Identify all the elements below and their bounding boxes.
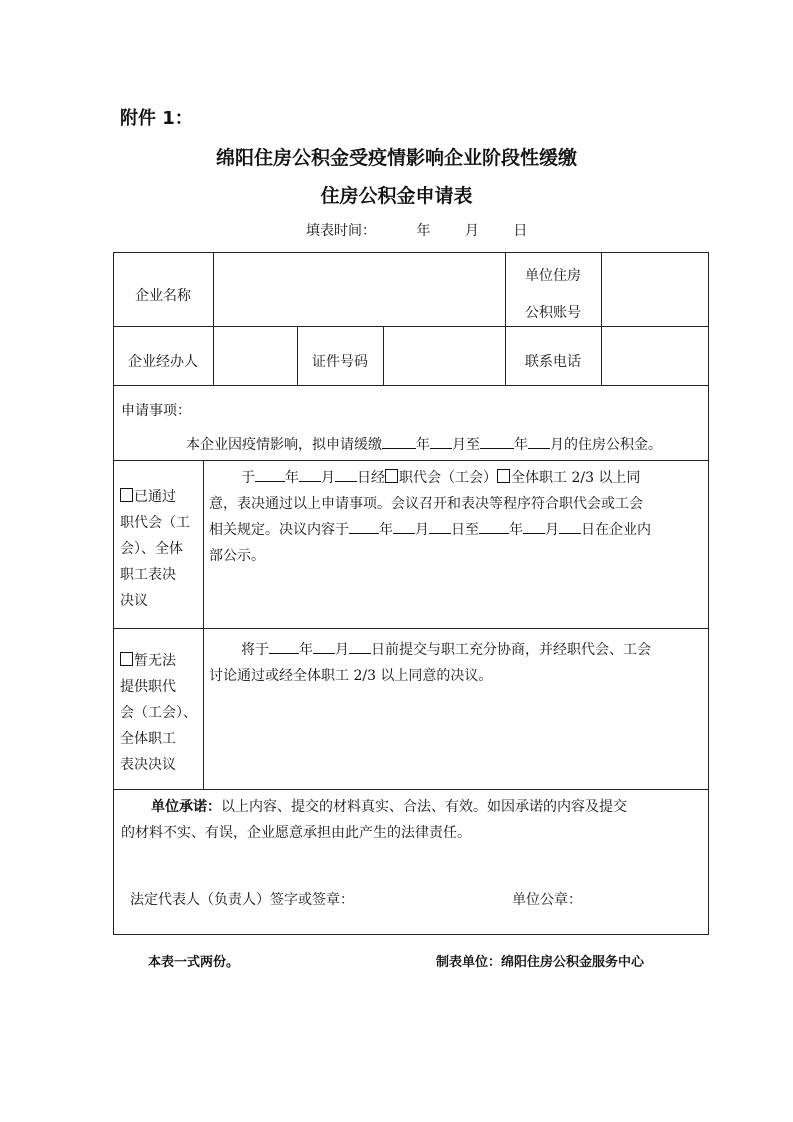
pending-label-line: 会（工会）、 [120, 705, 197, 721]
fill-date-year[interactable]: 年 [416, 223, 431, 239]
passed-checkbox-row[interactable] [120, 484, 204, 510]
col-divider [383, 326, 384, 385]
publicity-start-month-blank[interactable] [393, 519, 415, 534]
handler-label: 企业经办人 [128, 354, 198, 370]
publicity-start-day-blank[interactable] [429, 519, 451, 534]
form-maker: 制表单位：绵阳住房公积金服务中心 [436, 955, 645, 970]
start-month-blank[interactable] [430, 434, 452, 449]
form-title-line2: 住房公积金申请表 [320, 185, 473, 207]
passed-checkbox[interactable] [120, 488, 133, 502]
passed-section-body [209, 465, 705, 569]
passed-label-line: 职工表决 [120, 567, 176, 583]
passed-option1: 职代会（工会） [399, 470, 497, 486]
publicity-end-day-blank[interactable] [559, 519, 581, 534]
pending-label-line: 表决决议 [120, 757, 176, 773]
passed-line3-a: 相关规定。决议内容于 [209, 522, 349, 538]
pending-section-label [120, 648, 204, 778]
fill-date-label: 填表时间： [306, 223, 376, 239]
passed-line3-year2: 年 [509, 522, 523, 538]
passed-line3-year1: 年 [379, 522, 393, 538]
pending-section-body [209, 637, 705, 689]
submit-year-blank[interactable] [269, 639, 299, 654]
passed-label-line: 职代会（工 [120, 515, 190, 531]
meeting-day-blank[interactable] [335, 467, 357, 482]
end-year-blank[interactable] [480, 434, 514, 449]
passed-line3-month1: 月 [415, 522, 429, 538]
fill-date-day[interactable]: 日 [513, 223, 528, 239]
pending-line1-year: 年 [299, 642, 313, 658]
publicity-start-year-blank[interactable] [349, 519, 379, 534]
passed-line2: 意，表决通过以上申请事项。会议召开和表决等程序符合职代会或工会 [209, 496, 643, 512]
passed-line3-day1: 日至 [451, 522, 479, 538]
enterprise-name-label: 企业名称 [135, 288, 191, 304]
pending-line1-month: 月 [335, 642, 349, 658]
legal-rep-signature-label[interactable]: 法定代表人（负责人）签字或签章： [130, 892, 354, 908]
pending-checkbox-row[interactable] [120, 648, 204, 674]
passed-line3-month2: 月 [545, 522, 559, 538]
commitment-text [121, 794, 707, 846]
application-text [186, 434, 706, 455]
passed-option2: 全体职工 2/3 以上同 [511, 470, 641, 486]
pending-line2: 讨论通过或经全体职工 2/3 以上同意的决议。 [209, 668, 493, 684]
submit-month-blank[interactable] [313, 639, 335, 654]
pending-label-line: 提供职代 [120, 679, 176, 695]
application-year2: 年 [514, 437, 528, 453]
pending-line1-b: 日前提交与职工充分协商，并经职代会、工会 [371, 642, 651, 658]
passed-label-line: 已通过 [134, 489, 176, 505]
col-divider [601, 252, 602, 385]
commitment-line2: 的材料不实、有误，企业愿意承担由此产生的法律责任。 [121, 825, 471, 841]
passed-line1-month: 月 [321, 470, 335, 486]
pending-label-line: 暂无法 [134, 653, 176, 669]
end-month-blank[interactable] [528, 434, 550, 449]
passed-line4: 部公示。 [209, 548, 265, 564]
application-text-a: 本企业因疫情影响，拟申请缓缴 [186, 437, 382, 453]
attachment-label: 附件 1： [120, 108, 193, 129]
col-divider [213, 252, 214, 385]
all-staff-checkbox[interactable] [497, 469, 510, 483]
pending-label-line: 全体职工 [120, 731, 176, 747]
passed-line1-year: 年 [285, 470, 299, 486]
row-divider [113, 385, 709, 386]
application-month1: 月至 [452, 437, 480, 453]
fill-date [306, 220, 527, 240]
union-congress-checkbox[interactable] [385, 469, 398, 483]
form-title-line1: 绵阳住房公积金受疫情影响企业阶段性缓缴 [215, 147, 577, 169]
enterprise-name-field[interactable] [215, 254, 503, 324]
application-year1: 年 [416, 437, 430, 453]
id-number-label: 证件号码 [312, 354, 368, 370]
commitment-label: 单位承诺： [151, 799, 221, 815]
id-number-field[interactable] [385, 328, 503, 383]
row-divider [113, 326, 709, 327]
phone-label: 联系电话 [525, 354, 581, 370]
passed-section-label [120, 484, 204, 614]
passed-label-line: 决议 [120, 593, 148, 609]
fill-date-month[interactable]: 月 [464, 223, 479, 239]
application-label: 申请事项： [121, 403, 191, 419]
meeting-year-blank[interactable] [255, 467, 285, 482]
account-label-line1: 单位住房 [525, 268, 581, 284]
publicity-end-year-blank[interactable] [479, 519, 509, 534]
phone-field[interactable] [603, 328, 707, 383]
start-year-blank[interactable] [382, 434, 416, 449]
unit-seal-label[interactable]: 单位公章： [512, 892, 582, 908]
row-divider [113, 789, 709, 790]
passed-line1-day: 日经 [357, 470, 385, 486]
passed-line1-a: 于 [241, 470, 255, 486]
copies-note: 本表一式两份。 [148, 955, 240, 970]
account-label-line2: 公积账号 [525, 305, 581, 321]
passed-line3-day2: 日在企业内 [581, 522, 651, 538]
account-number-field[interactable] [603, 254, 707, 324]
commitment-line1: 以上内容、提交的材料真实、合法、有效。如因承诺的内容及提交 [221, 799, 627, 815]
pending-checkbox[interactable] [120, 652, 133, 666]
passed-label-line: 会）、全体 [120, 541, 183, 557]
pending-line1-a: 将于 [241, 642, 269, 658]
handler-field[interactable] [215, 328, 295, 383]
publicity-end-month-blank[interactable] [523, 519, 545, 534]
submit-day-blank[interactable] [349, 639, 371, 654]
application-text-b: 月的住房公积金。 [550, 437, 662, 453]
meeting-month-blank[interactable] [299, 467, 321, 482]
